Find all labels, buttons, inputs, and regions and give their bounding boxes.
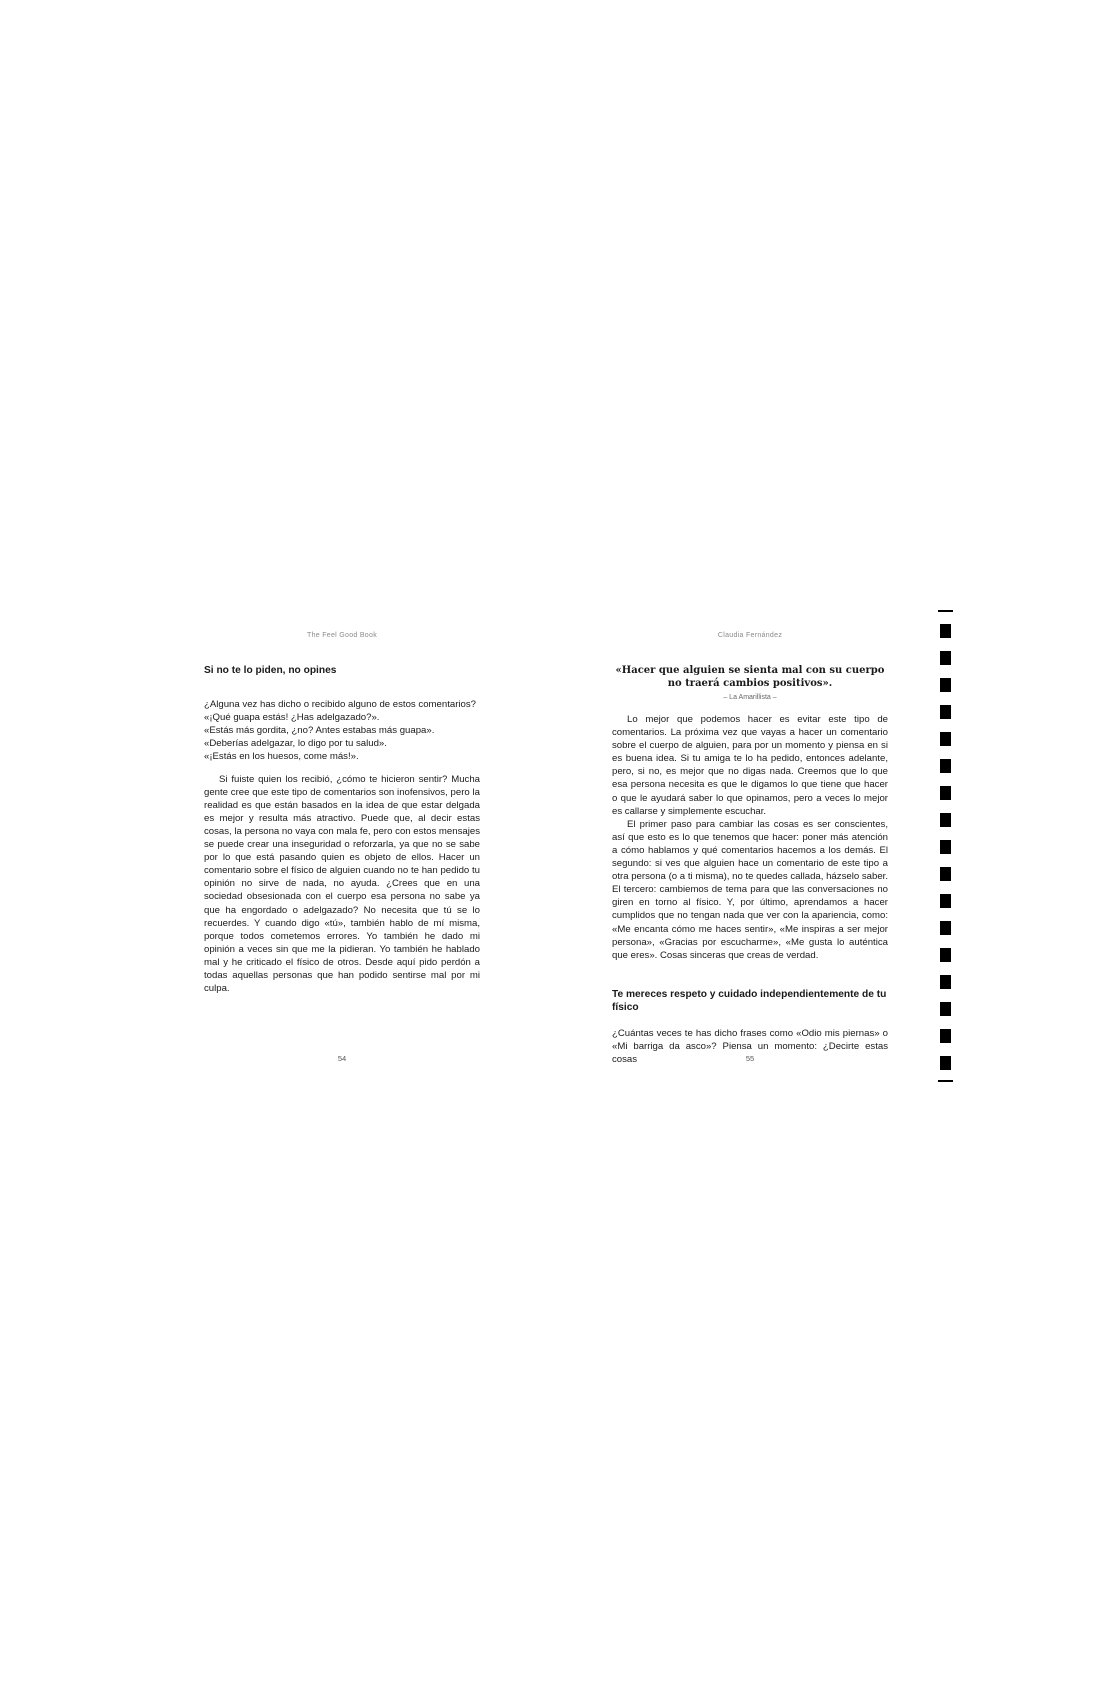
epigraph-quote <box>612 664 888 704</box>
comment-line-4: «Deberías adelgazar, lo digo por tu salud». <box>204 738 387 750</box>
page-number-right: 55 <box>745 1054 755 1063</box>
running-header-left: The Feel Good Book <box>307 632 377 639</box>
strip-block <box>940 732 951 746</box>
strip-block <box>940 759 951 773</box>
page-number-left: 54 <box>337 1054 347 1063</box>
section-heading: Si no te lo piden, no opines <box>204 665 337 676</box>
quote-line-1: «Hacer que alguien se sienta mal con su cuerpo <box>615 665 885 676</box>
strip-block <box>940 867 951 881</box>
comment-line-1: ¿Alguna vez has dicho o recibido alguno de estos comentarios? <box>204 699 476 711</box>
strip-dash-bottom <box>938 1080 953 1082</box>
strip-block <box>940 624 951 638</box>
left-page-body <box>204 664 480 995</box>
right-page-body <box>612 713 888 1066</box>
section-heading-2: Te mereces respeto y cuidado independientemente de tu físico <box>612 988 887 1013</box>
strip-block <box>940 921 951 935</box>
strip-block <box>940 678 951 692</box>
comment-line-3: «Estás más gordita, ¿no? Antes estabas más guapa». <box>204 725 435 737</box>
strip-block <box>940 894 951 908</box>
thumb-index-strip <box>938 0 954 1698</box>
body-paragraph-2: El primer paso para cambiar las cosas es ser conscientes, así que esto es lo que tenemos que hacer: poner más atención a cómo hablamos y qué comentarios hacemos a los demás. El segundo: si ves que alguien hace un comentario de este tipo a otra persona (o a ti misma), no te quedes callada, házselo saber. El tercero: cambiemos de tema para que las conversaciones no giren en torno al físico. Y, por último, aprendamos a hacer cumplidos que no tengan nada que ver con la apariencia, como: «Me encanta cómo me haces sentir», «Me inspiras a ser mejor persona», «Gracias por escucharme», «Me gusta lo auténtica que eres». Cosas sinceras que creas de verdad. <box>612 818 888 961</box>
quote-line-2: no traerá cambios positivos». <box>667 678 833 689</box>
comment-line-2: «¡Qué guapa estás! ¿Has adelgazado?». <box>204 712 380 724</box>
strip-block <box>940 786 951 800</box>
strip-block <box>940 705 951 719</box>
strip-block <box>940 651 951 665</box>
strip-block <box>940 813 951 827</box>
strip-block <box>940 840 951 854</box>
body-paragraph-3: ¿Cuántas veces te has dicho frases como «Odio mis piernas» o «Mi barriga da asco»? Piensa un momento: ¿Decirte estas cosas <box>612 1027 888 1066</box>
strip-block <box>940 1002 951 1016</box>
body-paragraph-1: Lo mejor que podemos hacer es evitar este tipo de comentarios. La próxima vez que vayas a hacer un comentario sobre el cuerpo de alguien, para por un momento y piensa en si es buena idea. Si tu amiga te lo ha pedido, entonces adelante, pero, si no, es mejor que no digas nada. Creemos que lo que esa persona necesita es que le digamos lo que tiene que hacer o que le ayudará saber lo que opinamos, pero a veces lo mejor es callarse y simplemente escuchar. <box>612 714 888 817</box>
body-paragraph: Si fuiste quien los recibió, ¿cómo te hicieron sentir? Mucha gente cree que este tipo de comentarios son inofensivos, pero la realidad es que están basados en la idea de que estar delgada es mejor y resulta más atractivo. Puede que, al decir estas cosas, la persona no vaya con mala fe, pero con estos mensajes se puede crear una inseguridad o reforzarla, ya que no se sabe por lo que está pasando quien es objeto de ellos. Hacer un comentario sobre el físico de alguien cuando no te han pedido tu opinión no sirve de nada, no ayuda. ¿Crees que en una sociedad obsesionada con el cuerpo esa persona no sabe ya que ha engordado o adelgazado? No necesita que tú se lo recuerdes. Y cuando digo «tú», también hablo de mí misma, porque todos cometemos errores. Yo también he dado mi opinión a veces sin que me la pidieran. Yo también he hablado mal y he criticado el físico de otros. Desde aquí pido perdón a todas aquellas personas que han podido sentirse mal por mi culpa. <box>204 773 480 995</box>
running-header-right: Claudia Fernández <box>717 632 783 639</box>
strip-block <box>940 975 951 989</box>
strip-dash-top <box>938 610 953 612</box>
comment-line-5: «¡Estás en los huesos, come más!». <box>204 751 359 763</box>
quote-attribution: – La Amarillista – <box>723 694 777 701</box>
strip-block <box>940 948 951 962</box>
strip-block <box>940 1029 951 1043</box>
strip-block <box>940 1056 951 1070</box>
